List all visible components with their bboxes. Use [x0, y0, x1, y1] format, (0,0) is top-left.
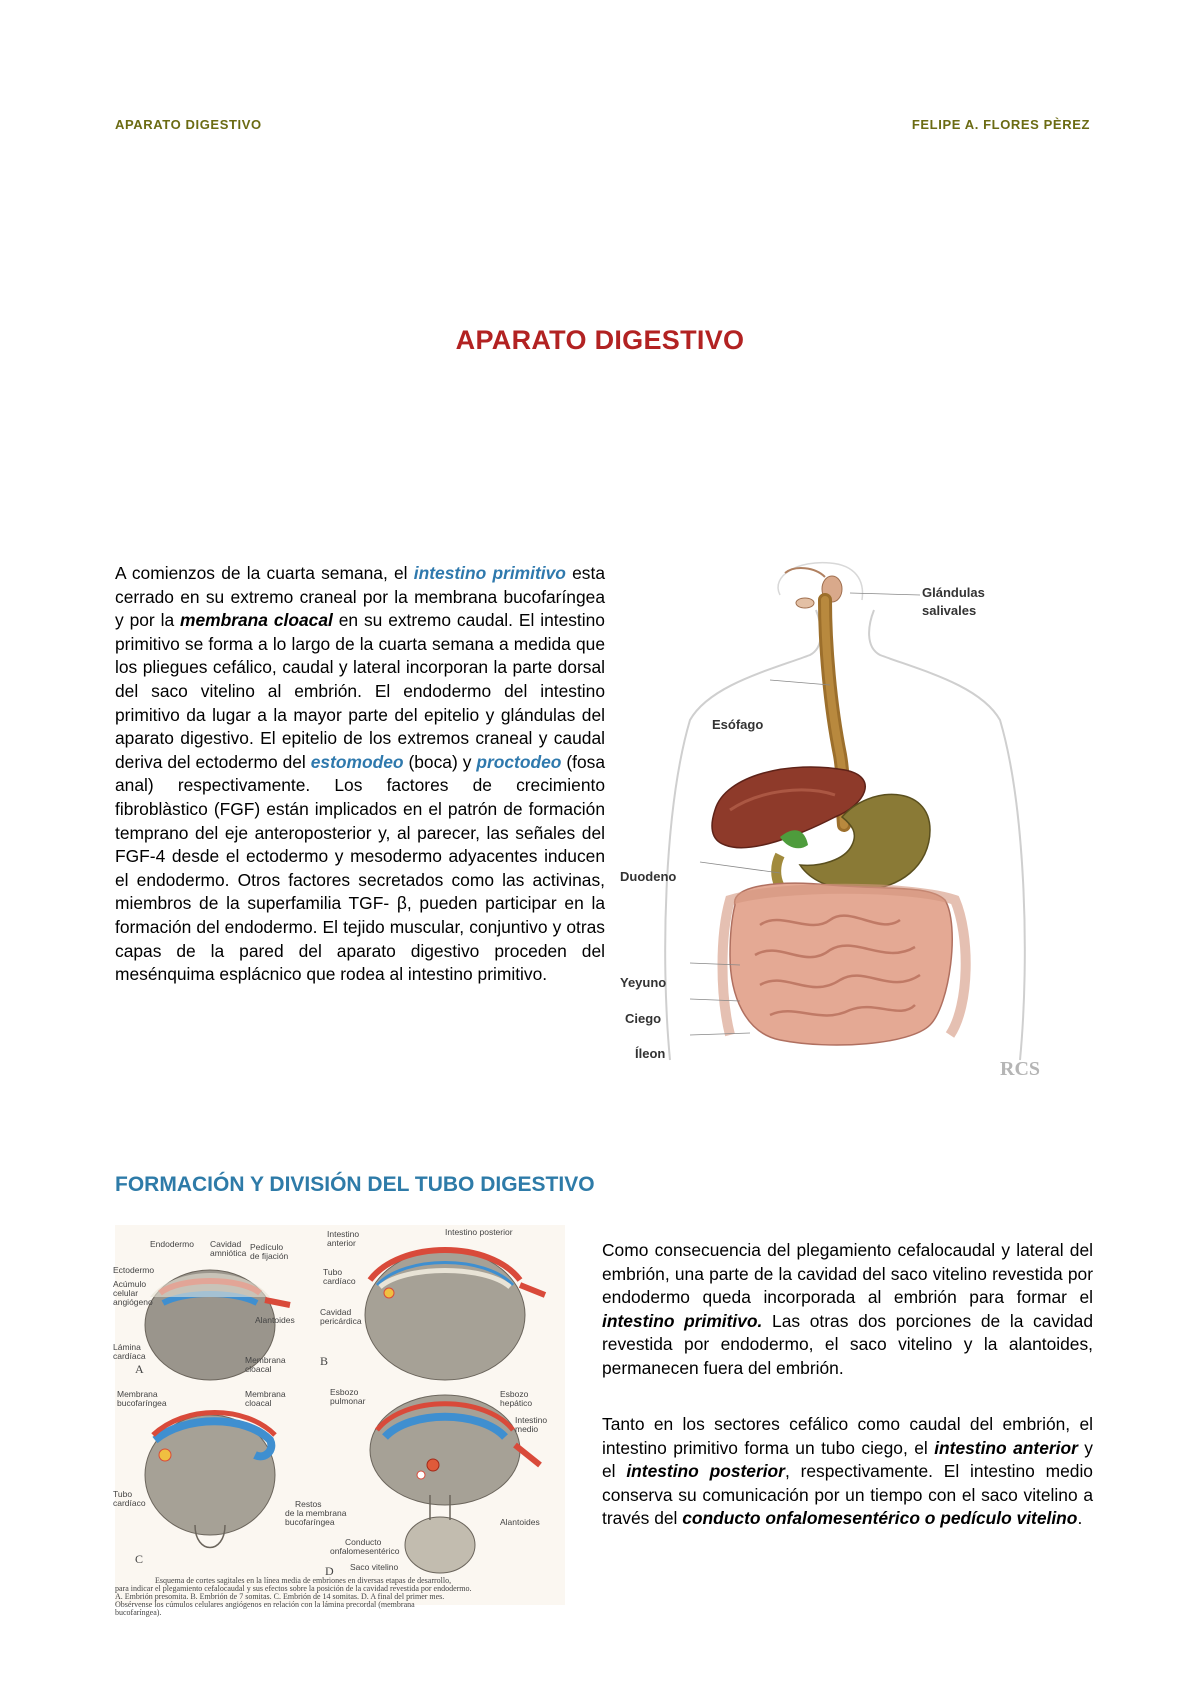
label-membrana-cloacal: Membrana: [245, 1355, 286, 1365]
label-esbozo-pulmonar-2: pulmonar: [330, 1396, 366, 1406]
label-ciego: Ciego: [625, 1011, 662, 1026]
label-membrana-cloacal-2: cloacal: [245, 1364, 272, 1374]
label-duodeno: Duodeno: [620, 869, 677, 884]
header-left: APARATO DIGESTIVO: [115, 117, 262, 132]
label-intestino-medio-2: medio: [515, 1424, 539, 1434]
stage-letter-c: C: [135, 1552, 144, 1566]
text-run: (fosa anal) respectivamente. Los factores de crecimiento fibroblàstico (FGF) están implicados en el patrón de formación temprano del eje anteroposterior y, al parecer, las señales del FGF-4 desde el ectodermo y mesodermo adyacentes inducen el endodermo. Otros factores secretados como las activinas, miembros de la superfamilia TGF- β, pueden participar en la formación del endodermo. El tejido muscular, conjuntivo y otras capas de la pared del aparato digestivo proceden del mesénquima esplácnico que rodea al intestino primitivo.: [115, 751, 606, 985]
label-membrana-bucofaringea: Membrana: [117, 1389, 158, 1399]
label-cavidad-pericardica-2: pericárdica: [320, 1316, 362, 1326]
text-run: (boca) y: [403, 751, 477, 772]
text-run: Tanto en los sectores cefálico como caudal del embrión, el intestino primitivo forma un tubo ciego, el: [602, 1414, 1093, 1458]
label-conducto-2: onfalomesentérico: [330, 1546, 400, 1556]
text-run: .: [1077, 1508, 1083, 1529]
label-membrana-bucofaringea-2: bucofaríngea: [117, 1398, 167, 1408]
label-saco-vitelino: Saco vitelino: [350, 1562, 399, 1572]
label-endodermo: Endodermo: [150, 1239, 194, 1249]
digestive-system-illustration: [620, 555, 1100, 1090]
stage-letter-a: A: [135, 1362, 144, 1376]
label-cavidad-amniotica: Cavidad: [210, 1239, 242, 1249]
term-intestino-anterior: intestino anterior: [934, 1437, 1078, 1458]
label-tubo-cardiaco-c: Tubo: [113, 1489, 133, 1499]
text-run: A comienzos de la cuarta semana, el: [115, 563, 414, 583]
label-lamina-2: cardíaca: [113, 1351, 146, 1361]
stage-letter-d: D: [325, 1564, 334, 1578]
image-credit: RCS: [1000, 1058, 1041, 1080]
label-cavidad-amniotica-2: amniótica: [210, 1248, 247, 1258]
label-intestino-posterior: Intestino posterior: [445, 1227, 513, 1237]
intro-paragraph: [115, 562, 605, 987]
label-pediculo-2: de fijación: [250, 1251, 289, 1261]
text-run: en su extremo caudal. El intestino primitivo se forma a lo largo de la cuarta semana a medida que los pliegues cefálico, caudal y lateral incorporan la parte dorsal del saco vitelino al embrión. El endodermo del intestino primitivo da lugar a la mayor parte del epitelio y glándulas del aparato digestivo. El epitelio de los extremos craneal y caudal deriva del ectodermo del: [115, 610, 605, 772]
label-yeyuno: Yeyuno: [620, 975, 667, 990]
label-intestino-medio: Intestino: [515, 1415, 548, 1425]
term-estomodeo: estomodeo: [310, 751, 404, 772]
label-restos-2: de la membrana: [285, 1508, 347, 1518]
label-esofago: Esófago: [712, 717, 764, 732]
text-run: y el: [602, 1437, 1093, 1482]
section2-paragraph-2: [602, 1413, 1093, 1531]
embryo-folding-illustration: [113, 1225, 565, 1617]
term-intestino-primitivo: intestino primitivo.: [602, 1310, 763, 1331]
label-alantoides: Alantoides: [255, 1315, 295, 1325]
section2-paragraph-1: [602, 1239, 1093, 1381]
text-run: esta cerrado en su extremo craneal por la membrana bucofaríngea y por la: [115, 563, 605, 631]
label-lamina: Lámina: [113, 1342, 141, 1352]
label-acumulo: Acúmulo: [113, 1279, 147, 1289]
label-alantoides-d: Alantoides: [500, 1517, 540, 1527]
figure-caption-line: Obsérvense los cúmulos celulares angiógenos en relación con la lámina precordal (membrana: [115, 1600, 415, 1609]
header-right: FELIPE A. FLORES PÈREZ: [911, 117, 1090, 132]
term-intestino-posterior: intestino posterior: [626, 1461, 785, 1482]
term-intestino-primitivo: intestino primitivo: [413, 563, 566, 583]
term-conducto-onfalomesenterico: conducto onfalomesentérico o pedículo vitelino: [682, 1508, 1078, 1529]
label-cavidad-pericardica: Cavidad: [320, 1307, 352, 1317]
label-ileon: Íleon: [635, 1046, 666, 1061]
figure-caption-line: Esquema de cortes sagitales en la línea media de embriones en diversas etapas de desarrollo,: [155, 1576, 452, 1585]
label-esbozo-hepatico-2: hepático: [500, 1398, 533, 1408]
label-acumulo-2: celular: [113, 1288, 139, 1298]
label-restos-3: bucofaríngea: [285, 1517, 335, 1527]
label-tubo-cardiaco-2: cardíaco: [323, 1276, 356, 1286]
page-title: APARATO DIGESTIVO: [455, 325, 745, 355]
label-restos: Restos: [295, 1499, 322, 1509]
label-esbozo-hepatico: Esbozo: [500, 1389, 529, 1399]
text-run: Las otras dos porciones de la cavidad revestida por endodermo, el saco vitelino y la alantoides, permanecen fuera del embrión.: [602, 1310, 1093, 1378]
label-conducto: Conducto: [345, 1537, 382, 1547]
stage-letter-b: B: [320, 1354, 329, 1368]
text-run: , respectivamente. El intestino medio conserva su comunicación por un tiempo con el saco vitelino a través del: [602, 1461, 1093, 1529]
label-membrana-cloacal-c: Membrana: [245, 1389, 286, 1399]
label-tubo-cardiaco: Tubo: [323, 1267, 343, 1277]
label-salivales: salivales: [922, 603, 977, 618]
label-tubo-cardiaco-c-2: cardíaco: [113, 1498, 146, 1508]
label-intestino-anterior: Intestino: [327, 1229, 360, 1239]
label-membrana-cloacal-c-2: cloacal: [245, 1398, 272, 1408]
label-glandulas: Glándulas: [922, 585, 985, 600]
term-proctodeo: proctodeo: [476, 751, 562, 772]
figure-caption-line: bucofaríngea).: [115, 1608, 162, 1617]
label-ectodermo: Ectodermo: [113, 1265, 155, 1275]
label-pediculo: Pedículo: [250, 1242, 284, 1252]
figure-caption-line: A. Embrión presomita. B. Embrión de 7 somitas. C. Embrión de 14 somitas. D. A final del primer mes.: [115, 1592, 445, 1601]
label-acumulo-3: angiógeno: [113, 1297, 153, 1307]
text-run: Como consecuencia del plegamiento cefalocaudal y lateral del embrión, una parte de la cavidad del saco vitelino revestida por endodermo queda incorporada al embrión para formar el: [602, 1240, 1093, 1308]
section-heading: FORMACIÓN Y DIVISIÓN DEL TUBO DIGESTIVO: [115, 1173, 595, 1196]
term-membrana-cloacal: membrana cloacal: [180, 610, 333, 631]
figure-caption-line: para indicar el plegamiento cefalocaudal y sus efectos sobre la posición de la cavidad revestida por endodermo.: [115, 1584, 472, 1593]
label-esbozo-pulmonar: Esbozo: [330, 1387, 359, 1397]
label-intestino-anterior-2: anterior: [327, 1238, 356, 1248]
